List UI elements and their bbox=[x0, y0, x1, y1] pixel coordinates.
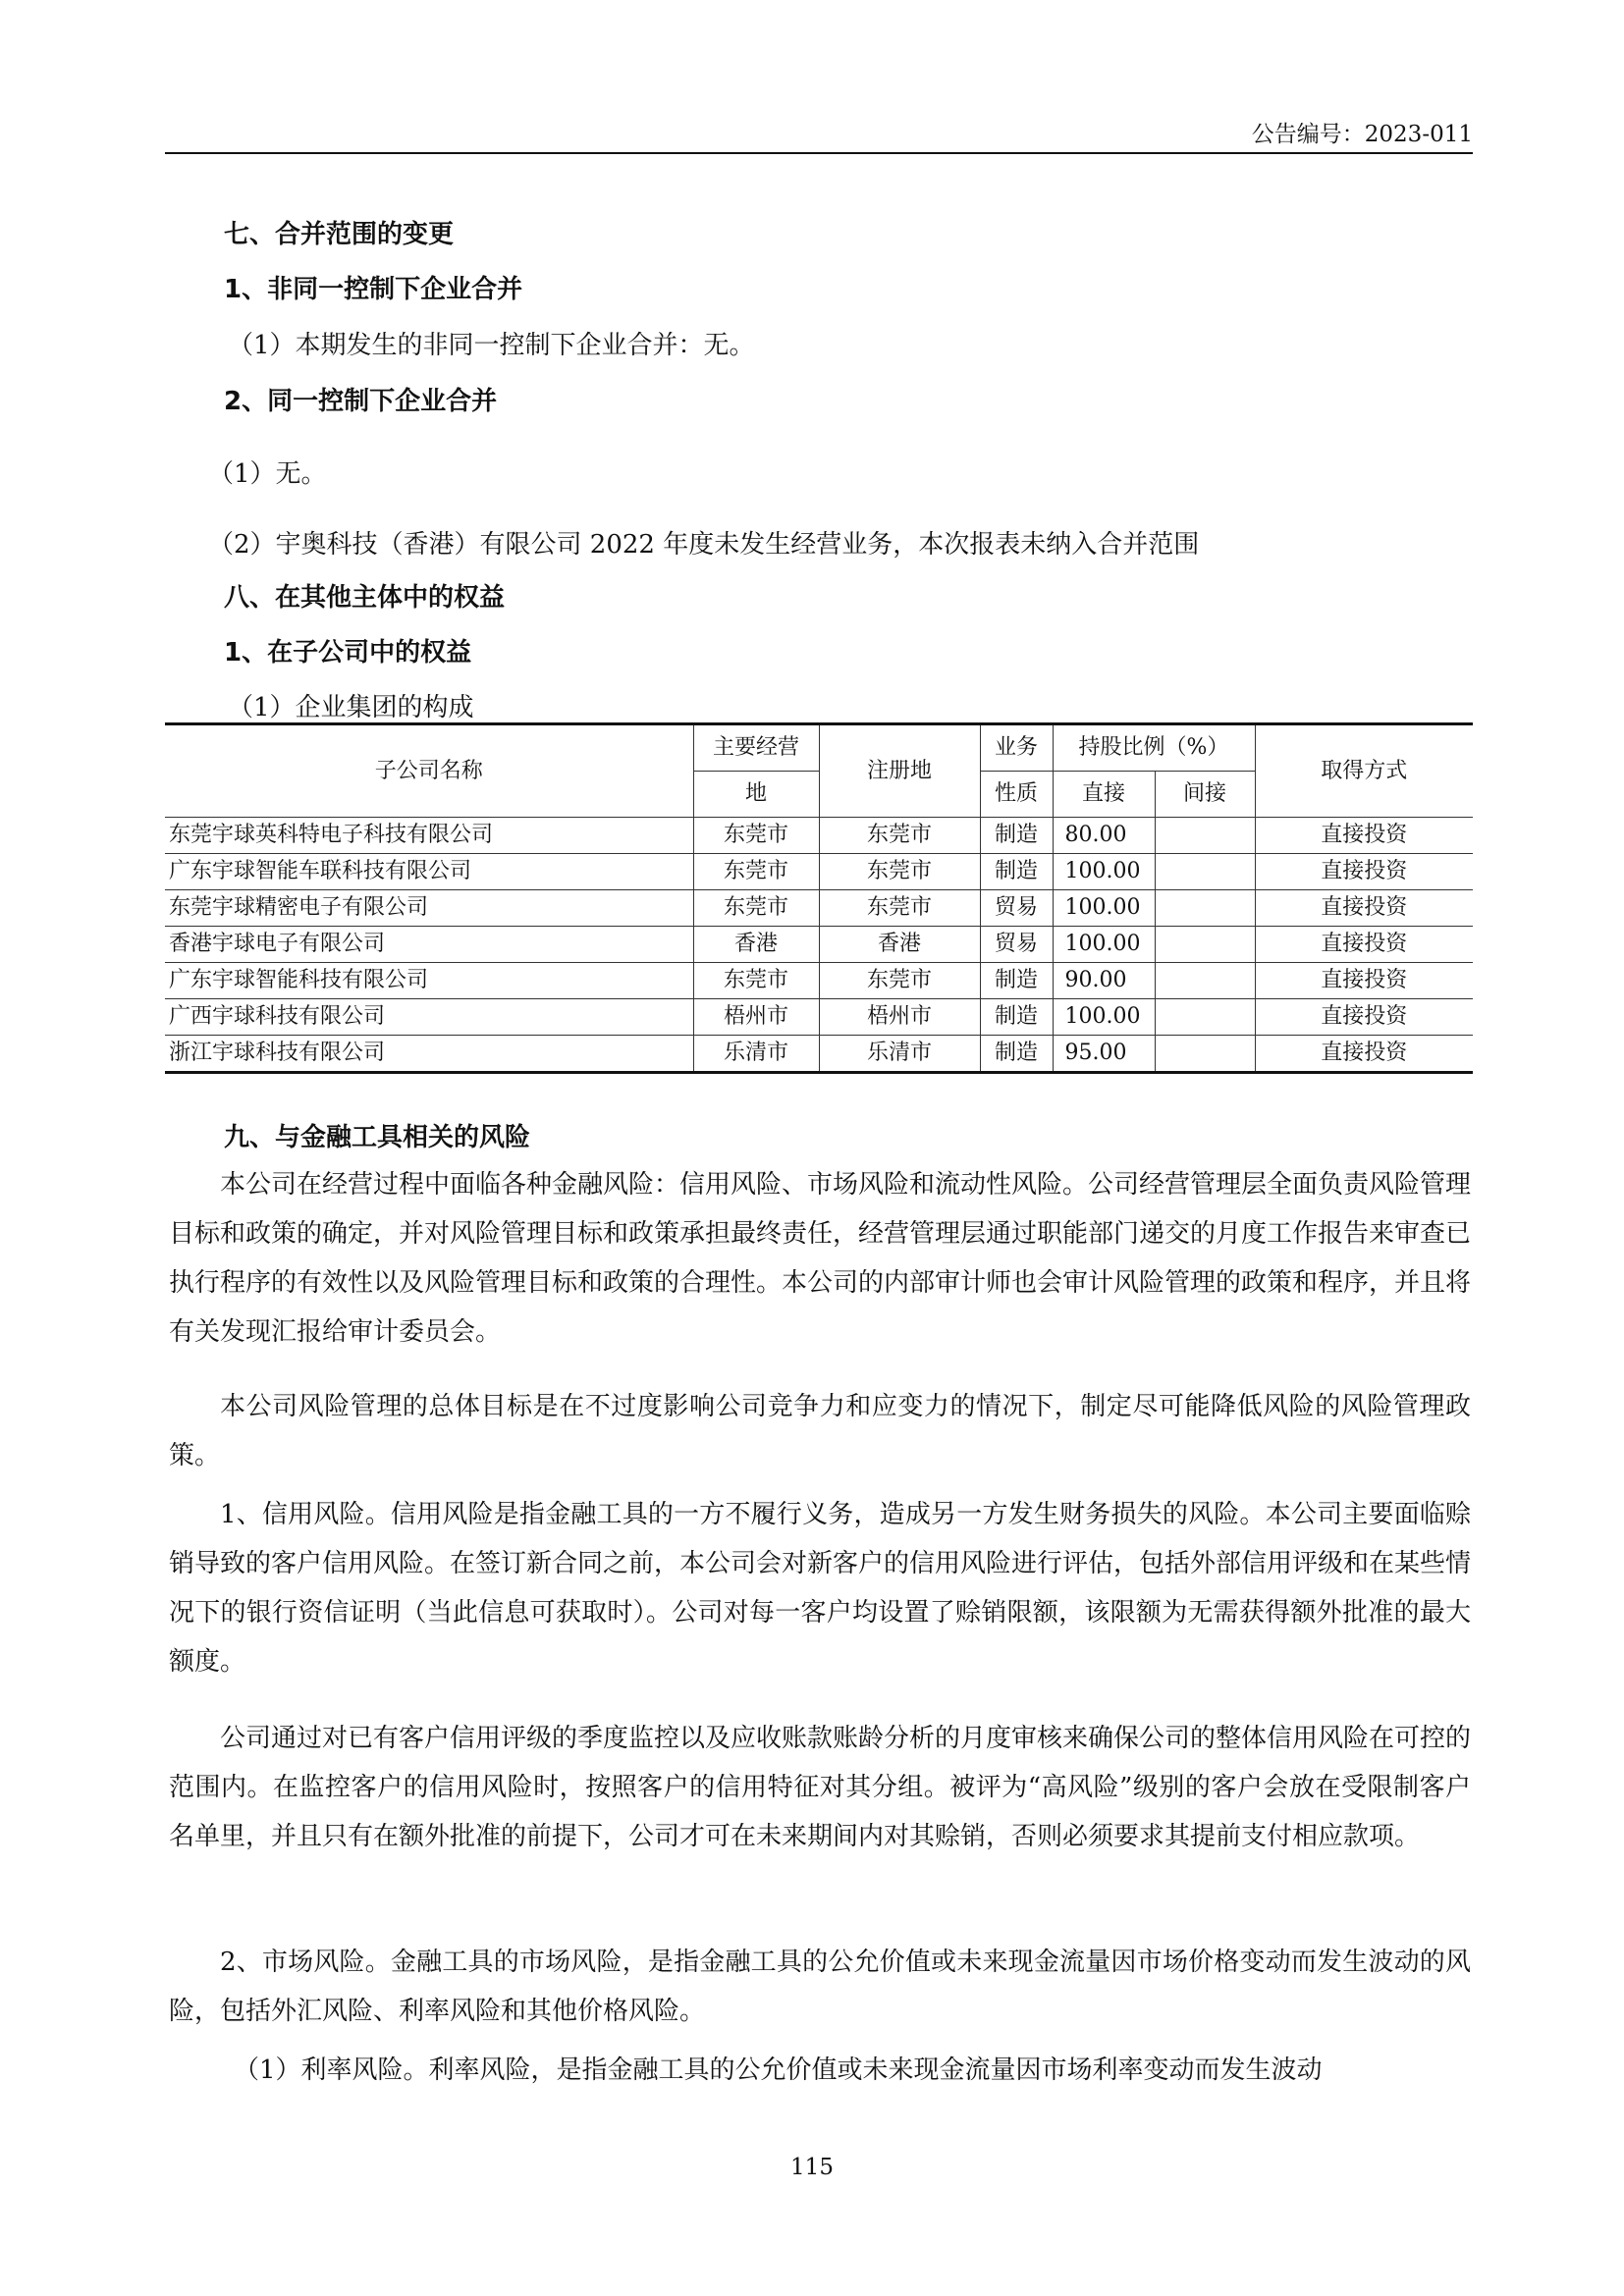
cell-direct-ratio: 100.00 bbox=[1053, 890, 1155, 927]
page-number: 115 bbox=[790, 2155, 834, 2180]
section-7-2-title: 2、同一控制下企业合并 bbox=[224, 387, 498, 416]
cell-indirect-ratio bbox=[1155, 890, 1255, 927]
header-rule bbox=[165, 152, 1473, 154]
cell-acquire-method: 直接投资 bbox=[1255, 999, 1473, 1036]
cell-business: 制造 bbox=[980, 1036, 1053, 1073]
paragraph-risk-objective: 本公司风险管理的总体目标是在不过度影响公司竞争力和应变力的情况下，制定尽可能降低风险的风险管理政策。 bbox=[169, 1392, 1471, 1470]
cell-indirect-ratio bbox=[1155, 999, 1255, 1036]
table-row bbox=[165, 927, 1473, 963]
cell-reg-place: 东莞市 bbox=[819, 963, 980, 999]
cell-reg-place: 东莞市 bbox=[819, 818, 980, 854]
col-header-acquire: 取得方式 bbox=[1255, 724, 1473, 818]
table-row bbox=[165, 963, 1473, 999]
cell-acquire-method: 直接投资 bbox=[1255, 890, 1473, 927]
table-row bbox=[165, 1036, 1473, 1073]
cell-business: 制造 bbox=[980, 963, 1053, 999]
section-7-1-title: 1、非同一控制下企业合并 bbox=[224, 275, 523, 304]
cell-direct-ratio: 95.00 bbox=[1053, 1036, 1155, 1073]
col-header-name: 子公司名称 bbox=[165, 724, 693, 818]
section-7-2-item-1: （1）无。 bbox=[208, 459, 327, 489]
section-7-2-item-2: （2）宇奥科技（香港）有限公司 2022 年度未发生经营业务，本次报表未纳入合并范围 bbox=[208, 530, 1200, 560]
cell-indirect-ratio bbox=[1155, 1036, 1255, 1073]
cell-main-place: 东莞市 bbox=[693, 890, 819, 927]
col-header-business-2: 性质 bbox=[980, 772, 1053, 818]
cell-business: 制造 bbox=[980, 818, 1053, 854]
col-header-reg-place: 注册地 bbox=[819, 724, 980, 818]
cell-indirect-ratio bbox=[1155, 854, 1255, 890]
cell-subsidiary-name: 东莞宇球英科特电子科技有限公司 bbox=[165, 818, 693, 854]
cell-subsidiary-name: 广东宇球智能科技有限公司 bbox=[165, 963, 693, 999]
cell-reg-place: 东莞市 bbox=[819, 890, 980, 927]
col-header-business: 业务 bbox=[980, 724, 1053, 772]
cell-acquire-method: 直接投资 bbox=[1255, 1036, 1473, 1073]
cell-direct-ratio: 90.00 bbox=[1053, 963, 1155, 999]
section-8-title: 八、在其他主体中的权益 bbox=[224, 583, 506, 613]
cell-indirect-ratio bbox=[1155, 818, 1255, 854]
col-header-direct: 直接 bbox=[1053, 772, 1155, 818]
cell-reg-place: 东莞市 bbox=[819, 854, 980, 890]
cell-acquire-method: 直接投资 bbox=[1255, 927, 1473, 963]
section-7-title: 七、合并范围的变更 bbox=[224, 220, 455, 249]
cell-acquire-method: 直接投资 bbox=[1255, 854, 1473, 890]
cell-reg-place: 香港 bbox=[819, 927, 980, 963]
cell-direct-ratio: 100.00 bbox=[1053, 854, 1155, 890]
cell-subsidiary-name: 广东宇球智能车联科技有限公司 bbox=[165, 854, 693, 890]
cell-subsidiary-name: 广西宇球科技有限公司 bbox=[165, 999, 693, 1036]
cell-main-place: 东莞市 bbox=[693, 818, 819, 854]
table-row bbox=[165, 890, 1473, 927]
cell-main-place: 梧州市 bbox=[693, 999, 819, 1036]
cell-business: 贸易 bbox=[980, 927, 1053, 963]
cell-direct-ratio: 100.00 bbox=[1053, 927, 1155, 963]
notice-number: 公告编号：2023-011 bbox=[1251, 122, 1473, 147]
cell-main-place: 东莞市 bbox=[693, 854, 819, 890]
col-header-ratio: 持股比例（%） bbox=[1053, 724, 1255, 772]
cell-business: 制造 bbox=[980, 854, 1053, 890]
cell-subsidiary-name: 东莞宇球精密电子有限公司 bbox=[165, 890, 693, 927]
cell-direct-ratio: 80.00 bbox=[1053, 818, 1155, 854]
cell-main-place: 东莞市 bbox=[693, 963, 819, 999]
cell-business: 贸易 bbox=[980, 890, 1053, 927]
table-row bbox=[165, 999, 1473, 1036]
paragraph-risk-overview: 本公司在经营过程中面临各种金融风险：信用风险、市场风险和流动性风险。公司经营管理层全面负责风险管理目标和政策的确定，并对风险管理目标和政策承担最终责任，经营管理层通过职能部门递交的月度工作报告来审查已执行程序的有效性以及风险管理目标和政策的合理性。本公司的内部审计师也会审计风险管理的政策和程序，并且将有关发现汇报给审计委员会。 bbox=[169, 1170, 1472, 1347]
cell-subsidiary-name: 浙江宇球科技有限公司 bbox=[165, 1036, 693, 1073]
table-row bbox=[165, 854, 1473, 890]
subsidiary-table bbox=[165, 722, 1473, 1074]
paragraph-interest-rate-risk: （1）利率风险。利率风险，是指金融工具的公允价值或未来现金流量因市场利率变动而发生波动 bbox=[234, 2056, 1323, 2085]
cell-subsidiary-name: 香港宇球电子有限公司 bbox=[165, 927, 693, 963]
section-9-title: 九、与金融工具相关的风险 bbox=[224, 1123, 531, 1152]
col-header-main-place: 主要经营 bbox=[693, 724, 819, 772]
cell-indirect-ratio bbox=[1155, 963, 1255, 999]
cell-direct-ratio: 100.00 bbox=[1053, 999, 1155, 1036]
paragraph-credit-risk: 1、信用风险。信用风险是指金融工具的一方不履行义务，造成另一方发生财务损失的风险。本公司主要面临赊销导致的客户信用风险。在签订新合同之前，本公司会对新客户的信用风险进行评估，包括外部信用评级和在某些情况下的银行资信证明（当此信息可获取时）。公司对每一客户均设置了赊销限额，该限额为无需获得额外批准的最大额度。 bbox=[169, 1500, 1472, 1677]
section-8-1-item-1: （1）企业集团的构成 bbox=[228, 693, 474, 722]
section-7-1-item-1: （1）本期发生的非同一控制下企业合并：无。 bbox=[228, 331, 755, 360]
cell-business: 制造 bbox=[980, 999, 1053, 1036]
cell-acquire-method: 直接投资 bbox=[1255, 963, 1473, 999]
cell-indirect-ratio bbox=[1155, 927, 1255, 963]
cell-main-place: 香港 bbox=[693, 927, 819, 963]
cell-reg-place: 乐清市 bbox=[819, 1036, 980, 1073]
col-header-main-place-2: 地 bbox=[693, 772, 819, 818]
col-header-indirect: 间接 bbox=[1155, 772, 1255, 818]
cell-main-place: 乐清市 bbox=[693, 1036, 819, 1073]
table-row bbox=[165, 818, 1473, 854]
section-8-1-title: 1、在子公司中的权益 bbox=[224, 638, 472, 667]
cell-reg-place: 梧州市 bbox=[819, 999, 980, 1036]
paragraph-credit-monitoring: 公司通过对已有客户信用评级的季度监控以及应收账款账龄分析的月度审核来确保公司的整体信用风险在可控的范围内。在监控客户的信用风险时，按照客户的信用特征对其分组。被评为“高风险”级别的客户会放在受限制客户名单里，并且只有在额外批准的前提下，公司才可在未来期间内对其赊销，否则必须要求其提前支付相应款项。 bbox=[169, 1724, 1472, 1851]
cell-acquire-method: 直接投资 bbox=[1255, 818, 1473, 854]
paragraph-market-risk: 2、市场风险。金融工具的市场风险，是指金融工具的公允价值或未来现金流量因市场价格变动而发生波动的风险，包括外汇风险、利率风险和其他价格风险。 bbox=[169, 1948, 1471, 2026]
